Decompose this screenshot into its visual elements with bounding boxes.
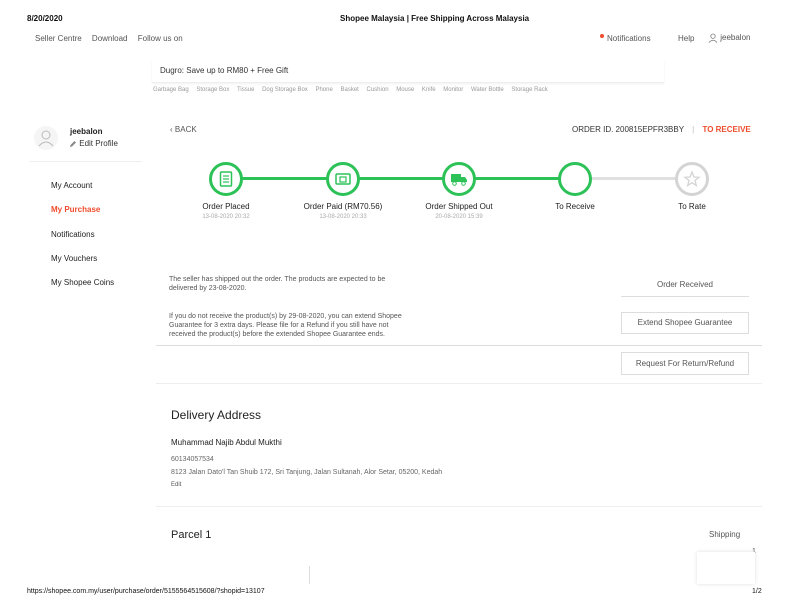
edit-profile-link[interactable]	[69, 139, 118, 148]
notification-dot-icon	[600, 34, 604, 38]
search-hint[interactable]: Water Bottle	[470, 87, 504, 93]
username-label: jeebalon	[720, 33, 751, 43]
shipped-message: The seller has shipped out the order. The products are expected to be delivered by 23-08-2020.	[169, 276, 386, 292]
user-icon	[34, 126, 58, 150]
edit-profile-label: Edit Profile	[79, 139, 118, 148]
step-timestamp: 20-08-2020 15:39	[435, 214, 483, 220]
sidebar-item-notifications[interactable]: Notifications	[51, 230, 95, 239]
print-url: https://shopee.com.my/user/purchase/order/5155564515608/?shopid=13107	[27, 588, 265, 595]
chat-widget[interactable]	[697, 552, 755, 584]
search-hint[interactable]: Phone	[315, 87, 333, 93]
search-hint[interactable]: Tissue	[236, 87, 255, 93]
step-label: Order Placed	[202, 202, 250, 211]
search-hint[interactable]: Garbage Bag	[153, 87, 189, 93]
profile-username: jeebalon	[70, 127, 103, 136]
help-link[interactable]: Help	[678, 34, 695, 43]
sidebar-item-my-account[interactable]: My Account	[51, 181, 93, 190]
chevron-left-icon: ‹	[170, 125, 173, 134]
step-to-receive	[525, 162, 625, 214]
seller-centre-link[interactable]: Seller Centre	[35, 34, 82, 43]
pencil-icon	[69, 140, 77, 148]
parcel-shipping-label: Shipping	[709, 530, 741, 539]
step-label: To Receive	[555, 202, 595, 211]
search-hint[interactable]: Mouse	[396, 87, 415, 93]
step-order-placed	[176, 162, 276, 220]
search-hint[interactable]: Monitor	[443, 87, 464, 93]
order-received-button[interactable]: Order Received	[621, 275, 749, 297]
step-order-shipped	[409, 162, 509, 220]
search-hints	[153, 87, 554, 93]
search-hint[interactable]: Storage Rack	[511, 87, 548, 93]
step-circle	[209, 162, 243, 196]
order-status-badge: TO RECEIVE	[702, 125, 751, 134]
step-timestamp: 13-08-2020 20:32	[202, 214, 250, 220]
order-separator: |	[692, 125, 695, 134]
step-circle	[558, 162, 592, 196]
parcel-divider	[309, 566, 310, 584]
search-hint[interactable]: Knife	[421, 87, 436, 93]
user-icon	[708, 33, 718, 43]
step-label: To Rate	[678, 202, 706, 211]
print-date: 8/20/2020	[27, 14, 63, 23]
guarantee-message: If you do not receive the product(s) by 29-08-2020, you can extend Shopee Guarantee for 3 extra days. Please file for a Refund if you still have not received the product(s) before the extended Shopee Guarantee ends.	[169, 313, 402, 338]
search-placeholder: Dugro: Save up to RM80 + Free Gift	[160, 66, 289, 75]
wallet-icon	[335, 172, 351, 186]
extend-guarantee-button[interactable]: Extend Shopee Guarantee	[621, 312, 749, 334]
section-divider	[156, 383, 762, 384]
parcel-title: Parcel 1	[171, 529, 212, 541]
user-menu[interactable]	[708, 33, 758, 43]
edit-address-link[interactable]: Edit	[171, 482, 182, 488]
search-hint[interactable]: Dog Storage Box	[262, 87, 308, 93]
return-refund-button[interactable]: Request For Return/Refund	[621, 352, 749, 375]
profile-divider	[30, 161, 142, 162]
order-id	[572, 125, 751, 134]
notifications-link[interactable]	[600, 34, 659, 43]
follow-us-link[interactable]: Follow us on	[137, 34, 183, 43]
step-label: Order Paid (RM70.56)	[303, 202, 383, 211]
order-id-label: ORDER ID. 200815EPFR3BBY	[572, 125, 684, 134]
search-hint[interactable]: Storage Box	[196, 87, 230, 93]
step-label: Order Shipped Out	[425, 202, 493, 211]
back-button[interactable]	[170, 125, 197, 134]
step-to-rate	[642, 162, 742, 214]
receipt-icon	[219, 171, 233, 187]
download-link[interactable]: Download	[91, 34, 128, 43]
step-circle	[442, 162, 476, 196]
sidebar-item-my-shopee-coins[interactable]: My Shopee Coins	[51, 278, 115, 287]
top-nav-left	[35, 34, 191, 43]
back-label: BACK	[174, 125, 197, 134]
print-page-title: Shopee Malaysia | Free Shipping Across Malaysia	[340, 14, 530, 23]
recipient-name: Muhammad Najib Abdul Mukthi	[171, 438, 282, 447]
search-hint[interactable]: Basket	[340, 87, 359, 93]
sidebar-item-my-purchase[interactable]: My Purchase	[51, 205, 101, 214]
search-input[interactable]	[152, 60, 664, 83]
print-page-number: 1/2	[752, 588, 762, 595]
section-divider	[156, 345, 762, 346]
recipient-address: 8123 Jalan Dato'l Tan Shuib 172, Sri Tanjung, Jalan Sultanah, Alor Setar, 05200, Kedah	[171, 469, 443, 476]
section-divider	[156, 506, 762, 507]
notifications-label: Notifications	[607, 34, 651, 43]
sidebar-item-my-vouchers[interactable]: My Vouchers	[51, 254, 98, 263]
truck-icon	[450, 172, 468, 186]
step-circle	[326, 162, 360, 196]
search-hint[interactable]: Cushion	[366, 87, 389, 93]
delivery-address-title: Delivery Address	[171, 408, 262, 422]
step-order-paid	[293, 162, 393, 220]
step-timestamp: 13-08-2020 20:33	[319, 214, 367, 220]
avatar[interactable]	[34, 126, 58, 150]
star-icon	[683, 170, 701, 188]
step-circle	[675, 162, 709, 196]
recipient-phone: 60134057534	[171, 456, 214, 463]
